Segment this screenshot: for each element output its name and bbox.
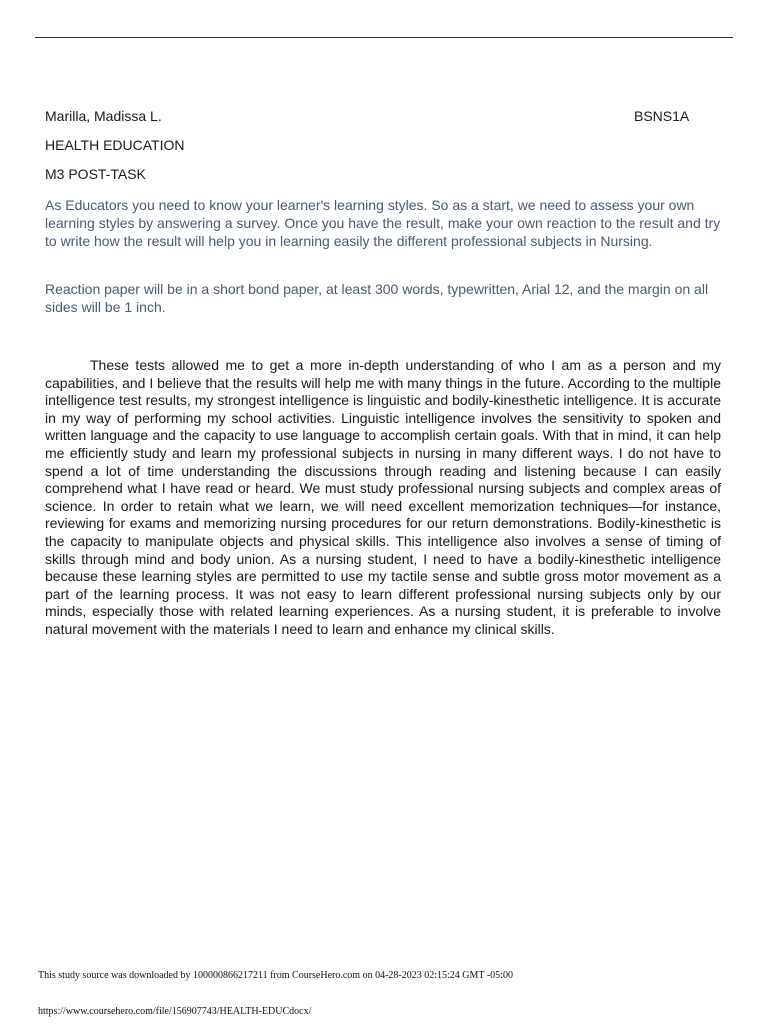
subject-title: HEALTH EDUCATION: [45, 137, 185, 153]
source-url[interactable]: https://www.coursehero.com/file/156907743/HEALTH-EDUCdocx/: [38, 1006, 312, 1017]
instruction-paragraph: As Educators you need to know your learner's learning styles. So as a start, we need to assess your own learning styles by answering a survey. Once you have the result, make your own reaction to the result and try to write how the result will help you in learning easily the different professional subjects in Nursing.: [45, 197, 721, 249]
task-title: M3 POST-TASK: [45, 166, 146, 182]
class-section: BSNS1A: [634, 108, 690, 124]
top-divider: [35, 37, 733, 38]
reaction-essay-paragraph: These tests allowed me to get a more in-depth understanding of who I am as a person and my capabilities, and I believe that the results will help me with many things in the future. According to the multiple intelligence test results, my strongest intelligence is linguistic and bodily-kinesthetic intelligence. It is accurate in my way of performing my school activities. Linguistic intelligence involves the sensitivity to spoken and written language and the capacity to use language to accomplish certain goals. With that in mind, it can help me efficiently study and learn my professional subjects in nursing in many different ways. I do not have to spend a lot of time understanding the discussions through reading and listening because I can easily comprehend what I have read or heard. We must study professional nursing subjects and complex areas of science. In order to retain what we learn, we will need excellent memorization techniques—for instance, reviewing for exams and memorizing nursing procedures for our return demonstrations. Bodily-kinesthetic is the capacity to manipulate objects and physical skills. This intelligence also involves a sense of timing of skills through mind and body union. As a nursing student, I need to have a bodily-kinesthetic intelligence because these learning styles are permitted to use my tactile sense and subtle gross motor movement as a part of the learning process. It was not easy to learn different professional nursing subjects only by our minds, especially those with related learning experiences. As a nursing student, it is preferable to involve natural movement with the materials I need to learn and enhance my clinical skills.: [45, 357, 721, 637]
requirements-paragraph: Reaction paper will be in a short bond paper, at least 300 words, typewritten, Arial 12, and the margin on all sides will be 1 inch.: [45, 281, 709, 315]
download-source-note: This study source was downloaded by 100000866217211 from CourseHero.com on 04-28-2023 02:15:24 GMT -05:00: [38, 970, 513, 981]
student-name: Marilla, Madissa L.: [45, 108, 162, 124]
